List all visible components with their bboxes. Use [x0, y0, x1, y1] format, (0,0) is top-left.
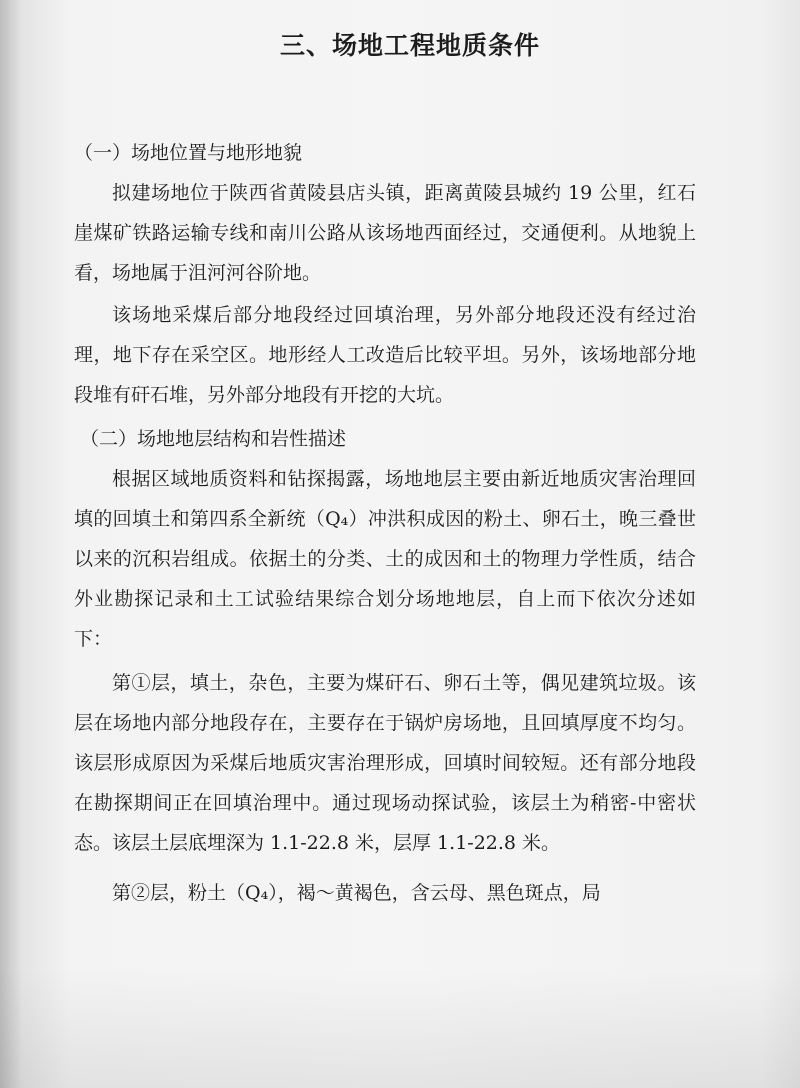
paragraph-site-treatment: 该场地采煤后部分地段经过回填治理，另外部分地段还没有经过治理，地下存在采空区。地形经人工改造后比较平坦。另外，该场地部分地段堆有矸石堆，另外部分地段有开挖的大坑。	[74, 304, 696, 406]
paragraph-layer-2-silt: 第②层，粉土（Q₄），褐～黄褐色，含云母、黑色斑点，局	[112, 882, 601, 904]
paragraph-location: 拟建场地位于陕西省黄陵县店头镇，距离黄陵县城约 19 公里，红石崖煤矿铁路运输专线和南川公路从该场地西面经过，交通便利。从地貌上看，场地属于沮河河谷阶地。	[74, 182, 696, 284]
document-body	[74, 133, 696, 913]
paragraph-layer-1-fill: 第①层，填土，杂色，主要为煤矸石、卵石土等，偶见建筑垃圾。该层在场地内部分地段存在，主要存在于锅炉房场地，且回填厚度不均匀。该层形成原因为采煤后地质灾害治理形成，回填时间较短。还有部分地段在勘探期间正在回填治理中。通过现场动探试验，该层土为稍密-中密状态。该层土层底埋深为 1.1-22.8 米，层厚 1.1-22.8 米。	[74, 672, 696, 854]
section-heading-1: （一）场地位置与地形地貌	[74, 142, 303, 164]
paragraph-strata-overview: 根据区域地质资料和钻探揭露，场地地层主要由新近地质灾害治理回填的回填土和第四系全新统（Q₄）冲洪积成因的粉土、卵石土，晚三叠世以来的沉积岩组成。依据土的分类、土的成因和土的物理力学性质，结合外业勘探记录和土工试验结果综合划分场地地层，自上而下依次分述如下：	[74, 468, 696, 650]
page-title: 三、场地工程地质条件	[279, 31, 540, 60]
section-heading-2: （二）场地地层结构和岩性描述	[80, 428, 347, 450]
